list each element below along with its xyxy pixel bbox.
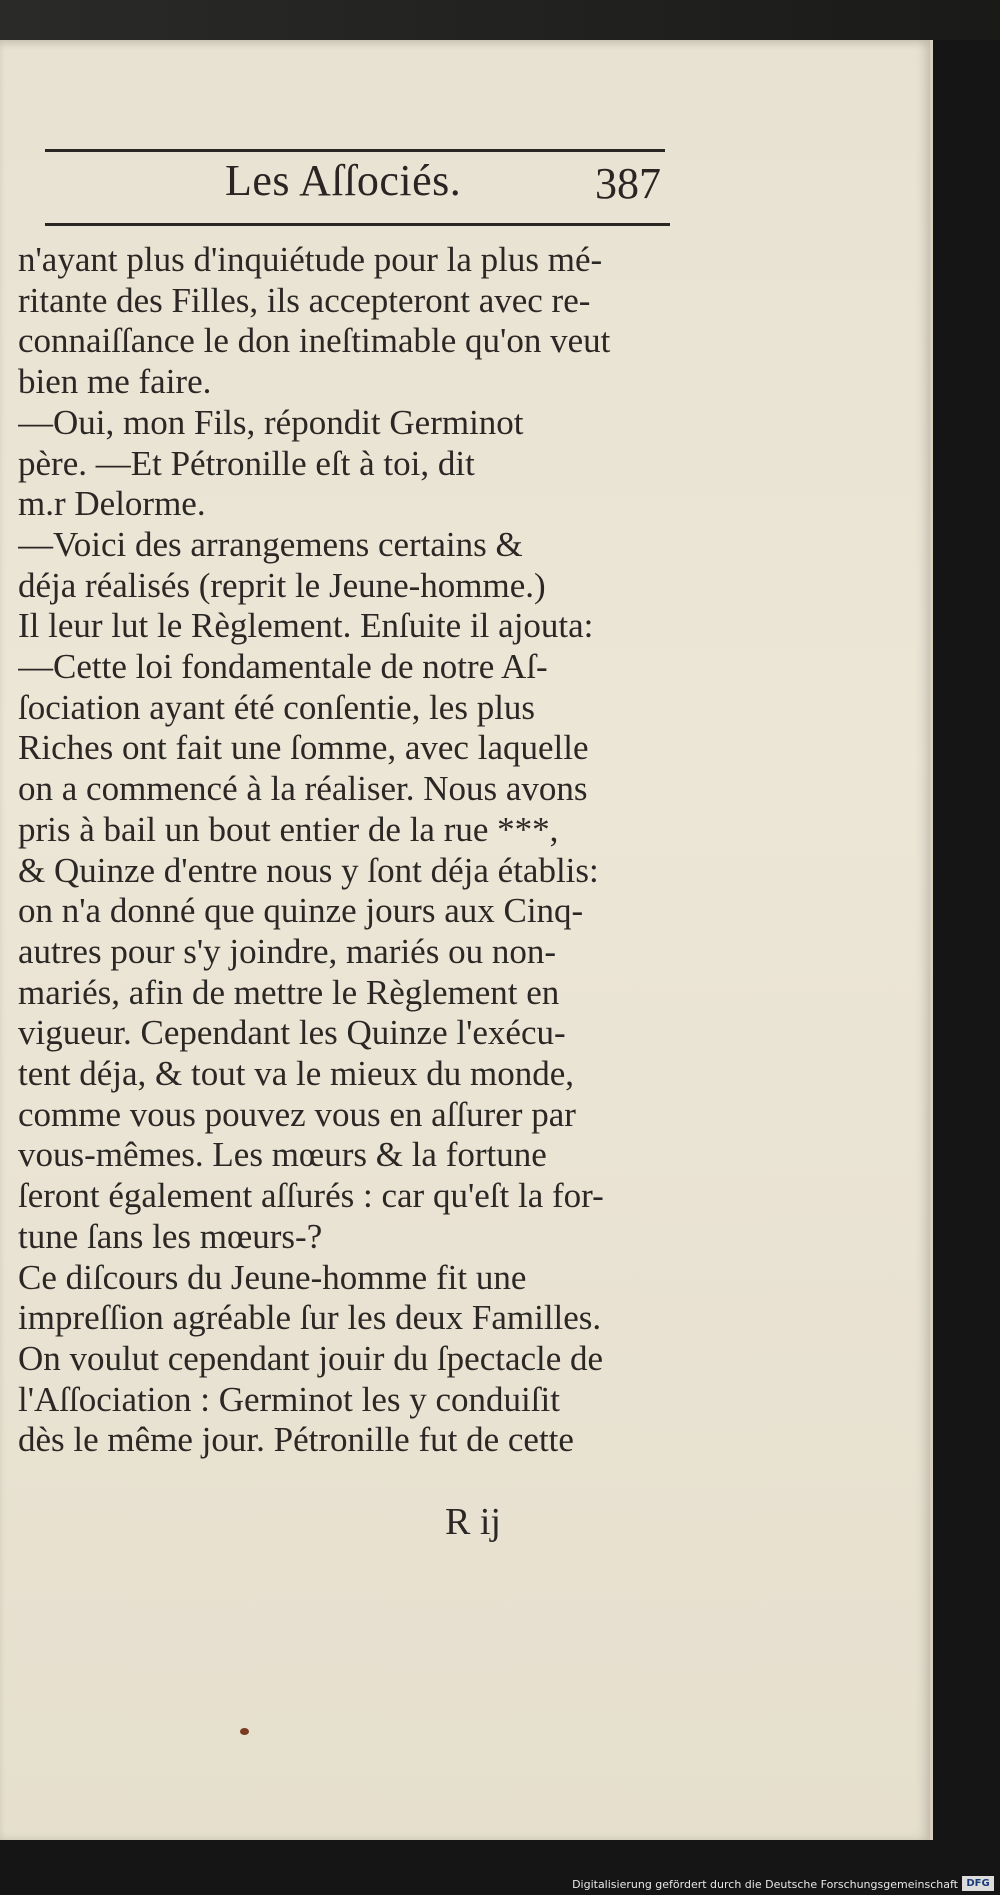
- text-line: on a commencé à la réaliser. Nous avons: [18, 769, 588, 809]
- text-line: père. —Et Pétronille eſt à toi, dit: [18, 443, 475, 483]
- text-line: —Oui, mon Fils, répondit Germinot: [18, 402, 524, 442]
- signature-mark: R ij: [445, 1501, 501, 1543]
- text-line: tent déja, & tout va le mieux du monde,: [18, 1054, 574, 1094]
- text-line: mariés, afin de mettre le Règlement en: [18, 972, 560, 1012]
- text-line: Ce diſcours du Jeune-homme fit une: [18, 1257, 527, 1297]
- text-line: pris à bail un bout entier de la rue ***,: [18, 809, 559, 849]
- text-line: vous-mêmes. Les mœurs & la fortune: [18, 1135, 547, 1175]
- text-line: impreſſion agréable ſur les deux Familles.: [18, 1298, 602, 1338]
- text-line: l'Aſſociation : Germinot les y conduiſit: [18, 1379, 560, 1419]
- text-line: m.r Delorme.: [18, 484, 206, 524]
- page-number: 387: [595, 159, 661, 208]
- text-line: Il leur lut le Règlement. Enſuite il ajouta:: [18, 606, 594, 646]
- header-rule-bottom: [45, 223, 670, 226]
- text-line: ritante des Filles, ils accepteront avec re-: [18, 280, 591, 320]
- text-line: vigueur. Cependant les Quinze l'exécu-: [18, 1013, 566, 1053]
- running-title: Les Aſſociés.: [225, 156, 462, 205]
- dfg-logo: DFG: [962, 1876, 994, 1891]
- body-text: [18, 240, 678, 1461]
- text-line: On voulut cependant jouir du ſpectacle de: [18, 1338, 604, 1378]
- text-line: n'ayant plus d'inquiétude pour la plus mé-: [18, 240, 603, 279]
- book-edge-strip: [0, 0, 1000, 40]
- text-line: ſeront également aſſurés : car qu'eſt la for-: [18, 1176, 604, 1216]
- digitization-credit: Digitalisierung gefördert durch die Deutsche Forschungsgemeinschaft: [572, 1878, 958, 1891]
- text-line: —Voici des arrangemens certains &: [18, 524, 523, 564]
- text-line: ſociation ayant été conſentie, les plus: [18, 687, 536, 727]
- paper-speck: [240, 1728, 249, 1735]
- text-line: Riches ont fait une ſomme, avec laquelle: [18, 728, 589, 768]
- text-line: déja réalisés (reprit le Jeune-homme.): [18, 565, 546, 605]
- text-line: bien me faire.: [18, 362, 212, 402]
- text-line: tune ſans les mœurs-?: [18, 1216, 323, 1256]
- text-line: & Quinze d'entre nous y ſont déja établis:: [18, 850, 599, 890]
- text-line: autres pour s'y joindre, mariés ou non-: [18, 931, 556, 971]
- text-line: on n'a donné que quinze jours aux Cinq-: [18, 891, 584, 931]
- text-line: connaiſſance le don ineſtimable qu'on veut: [18, 321, 611, 361]
- text-line: dès le même jour. Pétronille fut de cette: [18, 1420, 574, 1460]
- text-line: comme vous pouvez vous en aſſurer par: [18, 1094, 576, 1134]
- header-rule-top: [45, 149, 665, 152]
- text-line: —Cette loi fondamentale de notre Aſ-: [18, 647, 548, 687]
